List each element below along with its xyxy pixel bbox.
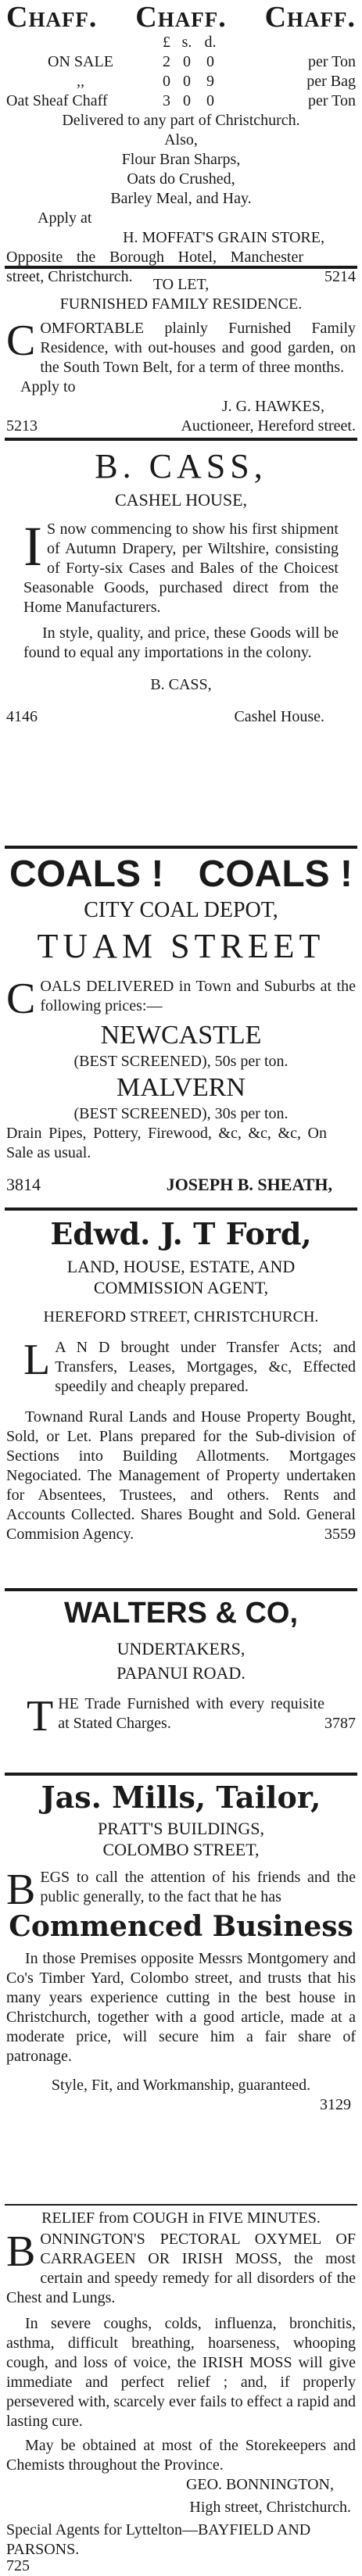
apply-label: Apply to bbox=[20, 378, 76, 395]
store-name: H. MOFFAT'S GRAIN STORE, bbox=[123, 229, 324, 246]
price-pounds: 2 bbox=[163, 53, 170, 70]
bonnington-proprietor: GEO. BONNINGTON, bbox=[185, 2476, 334, 2493]
cass-drapery-advert bbox=[6, 445, 356, 727]
coals-advert bbox=[6, 852, 356, 1195]
cass-signature: B. CASS, bbox=[150, 676, 212, 693]
ad-reference-number: 3814 bbox=[6, 1175, 41, 1194]
mills-announcement-text: EGS to call the attention of his friends and the public generally, to the fact that he has bbox=[40, 1869, 356, 1905]
currency-pounds-header: £ bbox=[163, 34, 170, 51]
commenced-business-heading: Commenced Business bbox=[9, 1910, 353, 1943]
mills-buildings: PRATT'S BUILDINGS, COLOMBO STREET, bbox=[98, 1819, 264, 1859]
price-pounds: 3 bbox=[163, 92, 170, 109]
residence-body: OMFORTABLE plainly Furnished Family Residence, with out-houses and good garden, on the South Town Belt, for a term of three months. bbox=[40, 320, 356, 376]
cass-body: S now commencing to show his first shipment of Autumn Drapery, per Wiltshire, consisting of Forty-six Cases and Bales of the Choicest Seasonable Goods, purchased direct from the Home Manufacturers. bbox=[23, 521, 339, 616]
chaff-word: Chaff. bbox=[264, 1, 356, 34]
coals-signature: JOSEPH B. SHEATH, bbox=[166, 1175, 332, 1194]
coals-footer bbox=[6, 1174, 356, 1195]
residence-description bbox=[6, 319, 356, 377]
price-item: ,, bbox=[77, 73, 84, 90]
price-item: ON SALE bbox=[48, 53, 113, 70]
moffat-chaff-advert bbox=[6, 0, 356, 287]
price-item: Oat Sheaf Chaff bbox=[6, 92, 108, 109]
hawkes-to-let-advert bbox=[6, 275, 356, 436]
coals-word: COALS ! bbox=[198, 853, 353, 895]
to-let-heading: TO LET, bbox=[152, 276, 210, 293]
coal-type-newcastle: NEWCASTLE bbox=[100, 1021, 262, 1050]
price-shillings: 0 bbox=[183, 73, 191, 90]
drop-cap: C bbox=[6, 975, 36, 1023]
currency-shillings-header: s. bbox=[181, 34, 192, 51]
product-line: Flour Bran Sharps, bbox=[121, 151, 241, 168]
bonnington-address: High street, Christchurch. bbox=[189, 2499, 351, 2516]
depot-street: TUAM STREET bbox=[37, 927, 325, 965]
mills-announcement bbox=[6, 1866, 356, 1914]
drop-cap: T bbox=[27, 1692, 54, 1741]
ford-business-line: LAND, HOUSE, ESTATE, AND bbox=[66, 1257, 296, 1276]
coals-word: COALS ! bbox=[9, 853, 164, 895]
walters-name: WALTERS & CO, bbox=[63, 1597, 299, 1630]
ford-transfer-notice bbox=[6, 1338, 356, 1397]
malvern-price: (BEST SCREENED), 30s per ton. bbox=[73, 1105, 289, 1122]
hawkes-footer bbox=[6, 417, 356, 436]
walters-notice-text: HE Trade Furnished with every requisite at Stated Charges. bbox=[58, 1695, 324, 1732]
price-pence: 0 bbox=[206, 53, 214, 70]
cass-name: B. CASS, bbox=[95, 447, 267, 485]
coals-intro bbox=[6, 975, 356, 1023]
ford-name: Edwd. J. T Ford, bbox=[50, 1216, 312, 1251]
column-divider bbox=[5, 1588, 357, 1591]
ad-reference-number: 3129 bbox=[320, 2096, 351, 2113]
walters-road: PAPANUI ROAD. bbox=[116, 1663, 246, 1683]
drop-cap: B bbox=[6, 2227, 36, 2276]
column-divider bbox=[5, 438, 357, 441]
store-address: Opposite the Borough Hotel, Manchester street, Christchurch. bbox=[6, 249, 303, 285]
walters-undertakers-advert bbox=[6, 1594, 356, 1741]
price-unit: per Bag bbox=[306, 73, 356, 90]
product-line: Oats do Crushed, bbox=[127, 170, 235, 188]
price-unit: per Ton bbox=[308, 92, 356, 109]
ford-business-line: COMMISSION AGENT, bbox=[93, 1278, 269, 1297]
agents-label: Special Agents for Lyttelton— bbox=[6, 2521, 198, 2538]
bonnington-product bbox=[6, 2227, 356, 2308]
column-divider bbox=[5, 1773, 357, 1776]
drop-cap: L bbox=[23, 1336, 51, 1384]
newcastle-price: (BEST SCREENED), 50s per ton. bbox=[73, 1053, 289, 1070]
price-shillings: 0 bbox=[183, 92, 191, 109]
drop-cap: C bbox=[6, 317, 36, 365]
ad-reference-number: 3559 bbox=[324, 1526, 356, 1543]
cass-quality-note: In style, quality, and price, these Goods will be found to equal any importations in the colony. bbox=[23, 624, 339, 661]
chaff-headline bbox=[6, 0, 356, 34]
chaff-word: Chaff. bbox=[135, 1, 227, 34]
residence-heading: FURNISHED FAMILY RESIDENCE. bbox=[59, 295, 303, 313]
currency-pence-header: d. bbox=[204, 34, 217, 51]
agent-title: Auctioneer, Hereford street. bbox=[181, 417, 356, 435]
ad-reference-number: 3787 bbox=[324, 1715, 356, 1732]
mills-motto: Style, Fit, and Workmanship, guaranteed. bbox=[51, 2077, 311, 2094]
mills-tailor-advert bbox=[6, 1779, 356, 2115]
bonnington-headline: RELIEF from COUGH in FIVE MINUTES. bbox=[41, 2209, 321, 2227]
price-pence: 0 bbox=[206, 92, 214, 109]
walters-trade: UNDERTAKERS, bbox=[116, 1639, 246, 1658]
column-divider bbox=[5, 1208, 357, 1211]
chaff-price-table bbox=[6, 33, 356, 111]
ad-reference-number: 5213 bbox=[6, 417, 38, 435]
coal-depot-name: CITY COAL DEPOT, bbox=[84, 898, 278, 922]
ford-land-agent-advert bbox=[6, 1215, 356, 1544]
cass-house: CASHEL HOUSE, bbox=[114, 490, 248, 510]
apply-label: Apply at bbox=[38, 209, 92, 227]
also-label: Also, bbox=[164, 131, 198, 148]
bonnington-cough-remedy-advert bbox=[6, 2209, 356, 2576]
product-line: Barley Meal, and Hay. bbox=[110, 190, 252, 207]
bonnington-product-text: ONNINGTON'S PECTORAL OXYMEL OF CARRAGEEN OR IRISH MOSS, the most certain and speedy remedy for all disorders of the Chest and Lungs. bbox=[6, 2231, 356, 2306]
coal-type-malvern: MALVERN bbox=[116, 1073, 246, 1102]
coals-sundries: Drain Pipes, Pottery, Firewood, &c, &c, &c, On Sale as usual. bbox=[6, 1125, 327, 1161]
chaff-word: Chaff. bbox=[6, 1, 98, 34]
coals-headline bbox=[6, 852, 356, 897]
cass-announcement bbox=[6, 515, 356, 617]
cass-footer bbox=[6, 707, 356, 727]
bonnington-cure-note: In severe coughs, colds, influenza, bronchitis, asthma, difficult breathing, hoarseness, whooping cough, and loss of voice, the IRISH MOSS will give immediate and perfect relief ; and, if properly persevered with, scarcely ever fails to effect a rapid and lasting cure. bbox=[6, 2315, 356, 2430]
bonnington-availability: May be obtained at most of the Storekeepers and Chemists throughout the Province. bbox=[6, 2437, 356, 2474]
price-pence: 9 bbox=[206, 73, 214, 90]
bonnington-agents bbox=[6, 2521, 356, 2560]
coals-intro-text: OALS DELIVERED in Town and Suburbs at the following prices:— bbox=[40, 978, 356, 1014]
cass-house-signature: Cashel House. bbox=[234, 708, 324, 725]
drop-cap: B bbox=[6, 1866, 36, 1914]
price-shillings: 0 bbox=[183, 53, 191, 70]
column-divider bbox=[5, 846, 357, 849]
column-divider bbox=[5, 2204, 357, 2206]
ford-property-services: Townand Rural Lands and House Property Bought, Sold, or Let. Plans prepared for the Sub-division of Sections into Building Allotments. Mortgages Negociated. The Management of Property undertaken for Absentees, Trustees, and others. Rents and Accounts Collected. Shares Bought and Sold. General Commision Agency. bbox=[6, 1408, 356, 1543]
mills-name: Jas. Mills, Tailor, bbox=[41, 1780, 321, 1815]
agents-names: BAYFIELD AND PARSONS. bbox=[6, 2521, 311, 2558]
delivery-note: Delivered to any part of Christchurch. bbox=[62, 112, 300, 129]
mills-premises-note: In those Premises opposite Messrs Montgomery and Co's Timber Yard, Colombo street, and trusts that his many years experience cutting in the best house in Christchurch, together with a good article, made at a moderate price, will secure him a fair share of patronage. bbox=[6, 1950, 356, 2065]
price-pounds: 0 bbox=[163, 73, 170, 90]
column-divider bbox=[5, 266, 357, 269]
ford-transfer-text: A N D brought under Transfer Acts; and Transfers, Leases, Mortgages, &c, Effected speedily and cheaply prepared. bbox=[55, 1339, 356, 1395]
price-unit: per Ton bbox=[308, 53, 356, 70]
ford-address: HEREFORD STREET, CHRISTCHURCH. bbox=[43, 1308, 319, 1326]
ad-reference-number: 5214 bbox=[324, 268, 356, 285]
ad-reference-number: 4146 bbox=[6, 708, 38, 725]
ad-reference-number: 725 bbox=[6, 2557, 30, 2574]
agent-name: J. G. HAWKES, bbox=[221, 398, 324, 415]
drop-cap: I bbox=[23, 515, 42, 578]
